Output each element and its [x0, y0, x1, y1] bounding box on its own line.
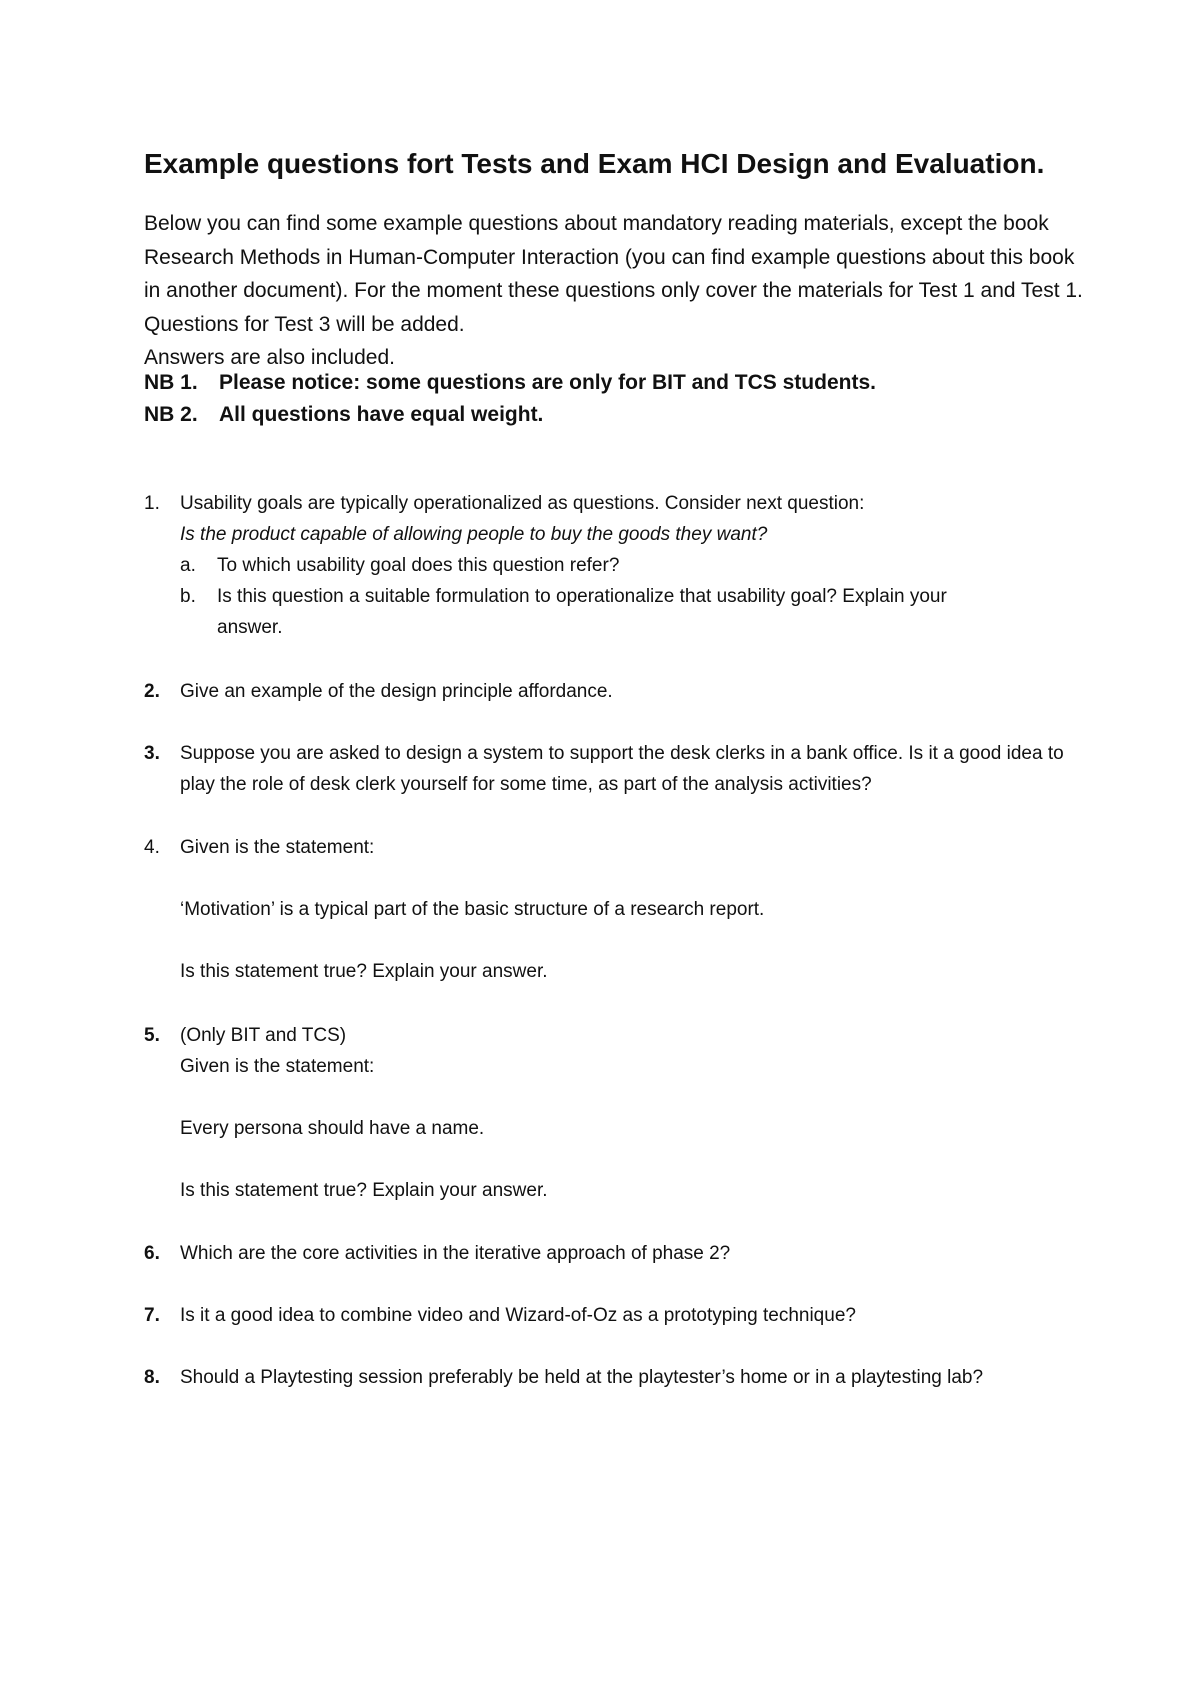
question-number: 1. — [144, 493, 160, 514]
note-1-label: NB 1. — [144, 371, 198, 394]
question-3 — [144, 738, 1104, 800]
intro-paragraph: Below you can find some example questions about mandatory reading materials, except the book Research Methods in Human-Computer Interaction (you can find example questions about this book in another document). For the moment these questions only cover the materials for Test 1 and Test 1. Questions for Test 3 will be added. — [144, 212, 1083, 336]
spacer — [180, 1082, 1104, 1113]
spacer — [180, 863, 1104, 894]
answers-note: Answers are also included. — [144, 346, 395, 369]
sub-question-b — [180, 581, 980, 643]
question-number: 2. — [144, 681, 160, 702]
question-qualifier: (Only BIT and TCS) — [180, 1025, 347, 1046]
question-number: 6. — [144, 1243, 160, 1264]
question-2 — [144, 676, 1104, 707]
question-statement: Every persona should have a name. — [180, 1118, 485, 1139]
sub-question-letter: a. — [180, 555, 196, 576]
question-number: 8. — [144, 1367, 160, 1388]
question-6 — [144, 1238, 1104, 1269]
note-1-text: Please notice: some questions are only for BIT and TCS students. — [219, 371, 876, 394]
sub-question-a — [180, 550, 1104, 581]
intro-section — [144, 207, 1084, 375]
sub-question-letter: b. — [180, 586, 196, 607]
spacer — [180, 925, 1104, 956]
question-5 — [144, 1020, 1104, 1206]
spacer — [180, 1144, 1104, 1175]
note-1 — [144, 368, 1084, 398]
question-prompt: Is this statement true? Explain your answer. — [180, 961, 548, 982]
document-title: Example questions fort Tests and Exam HCI Design and Evaluation. — [144, 148, 1045, 179]
note-2 — [144, 400, 1084, 430]
note-2-text: All questions have equal weight. — [219, 403, 544, 426]
question-intro: Given is the statement: — [180, 837, 375, 858]
question-7 — [144, 1300, 1104, 1331]
question-number: 5. — [144, 1025, 160, 1046]
question-text: Suppose you are asked to design a system to support the desk clerks in a bank office. Is it a good idea to play the role of desk clerk yourself for some time, as part of the analysis activities? — [180, 743, 1064, 795]
question-8 — [144, 1362, 1104, 1393]
sub-question-text: Is this question a suitable formulation to operationalize that usability goal? Explain your answer. — [217, 586, 947, 638]
question-4 — [144, 832, 1104, 987]
question-text: Give an example of the design principle affordance. — [180, 681, 613, 702]
note-2-label: NB 2. — [144, 403, 198, 426]
question-text: Usability goals are typically operationalized as questions. Consider next question: — [180, 493, 865, 514]
question-text: Which are the core activities in the iterative approach of phase 2? — [180, 1243, 731, 1264]
question-intro: Given is the statement: — [180, 1056, 375, 1077]
question-1 — [144, 488, 1104, 643]
question-number: 4. — [144, 837, 160, 858]
question-statement: ‘Motivation’ is a typical part of the basic structure of a research report. — [180, 899, 765, 920]
question-number: 3. — [144, 743, 160, 764]
question-prompt: Is this statement true? Explain your answer. — [180, 1180, 548, 1201]
question-text: Is it a good idea to combine video and Wizard-of-Oz as a prototyping technique? — [180, 1305, 856, 1326]
question-number: 7. — [144, 1305, 160, 1326]
question-quote: Is the product capable of allowing people to buy the goods they want? — [180, 524, 768, 545]
sub-question-text: To which usability goal does this question refer? — [217, 555, 620, 576]
question-text: Should a Playtesting session preferably be held at the playtester’s home or in a playtesting lab? — [180, 1367, 984, 1388]
